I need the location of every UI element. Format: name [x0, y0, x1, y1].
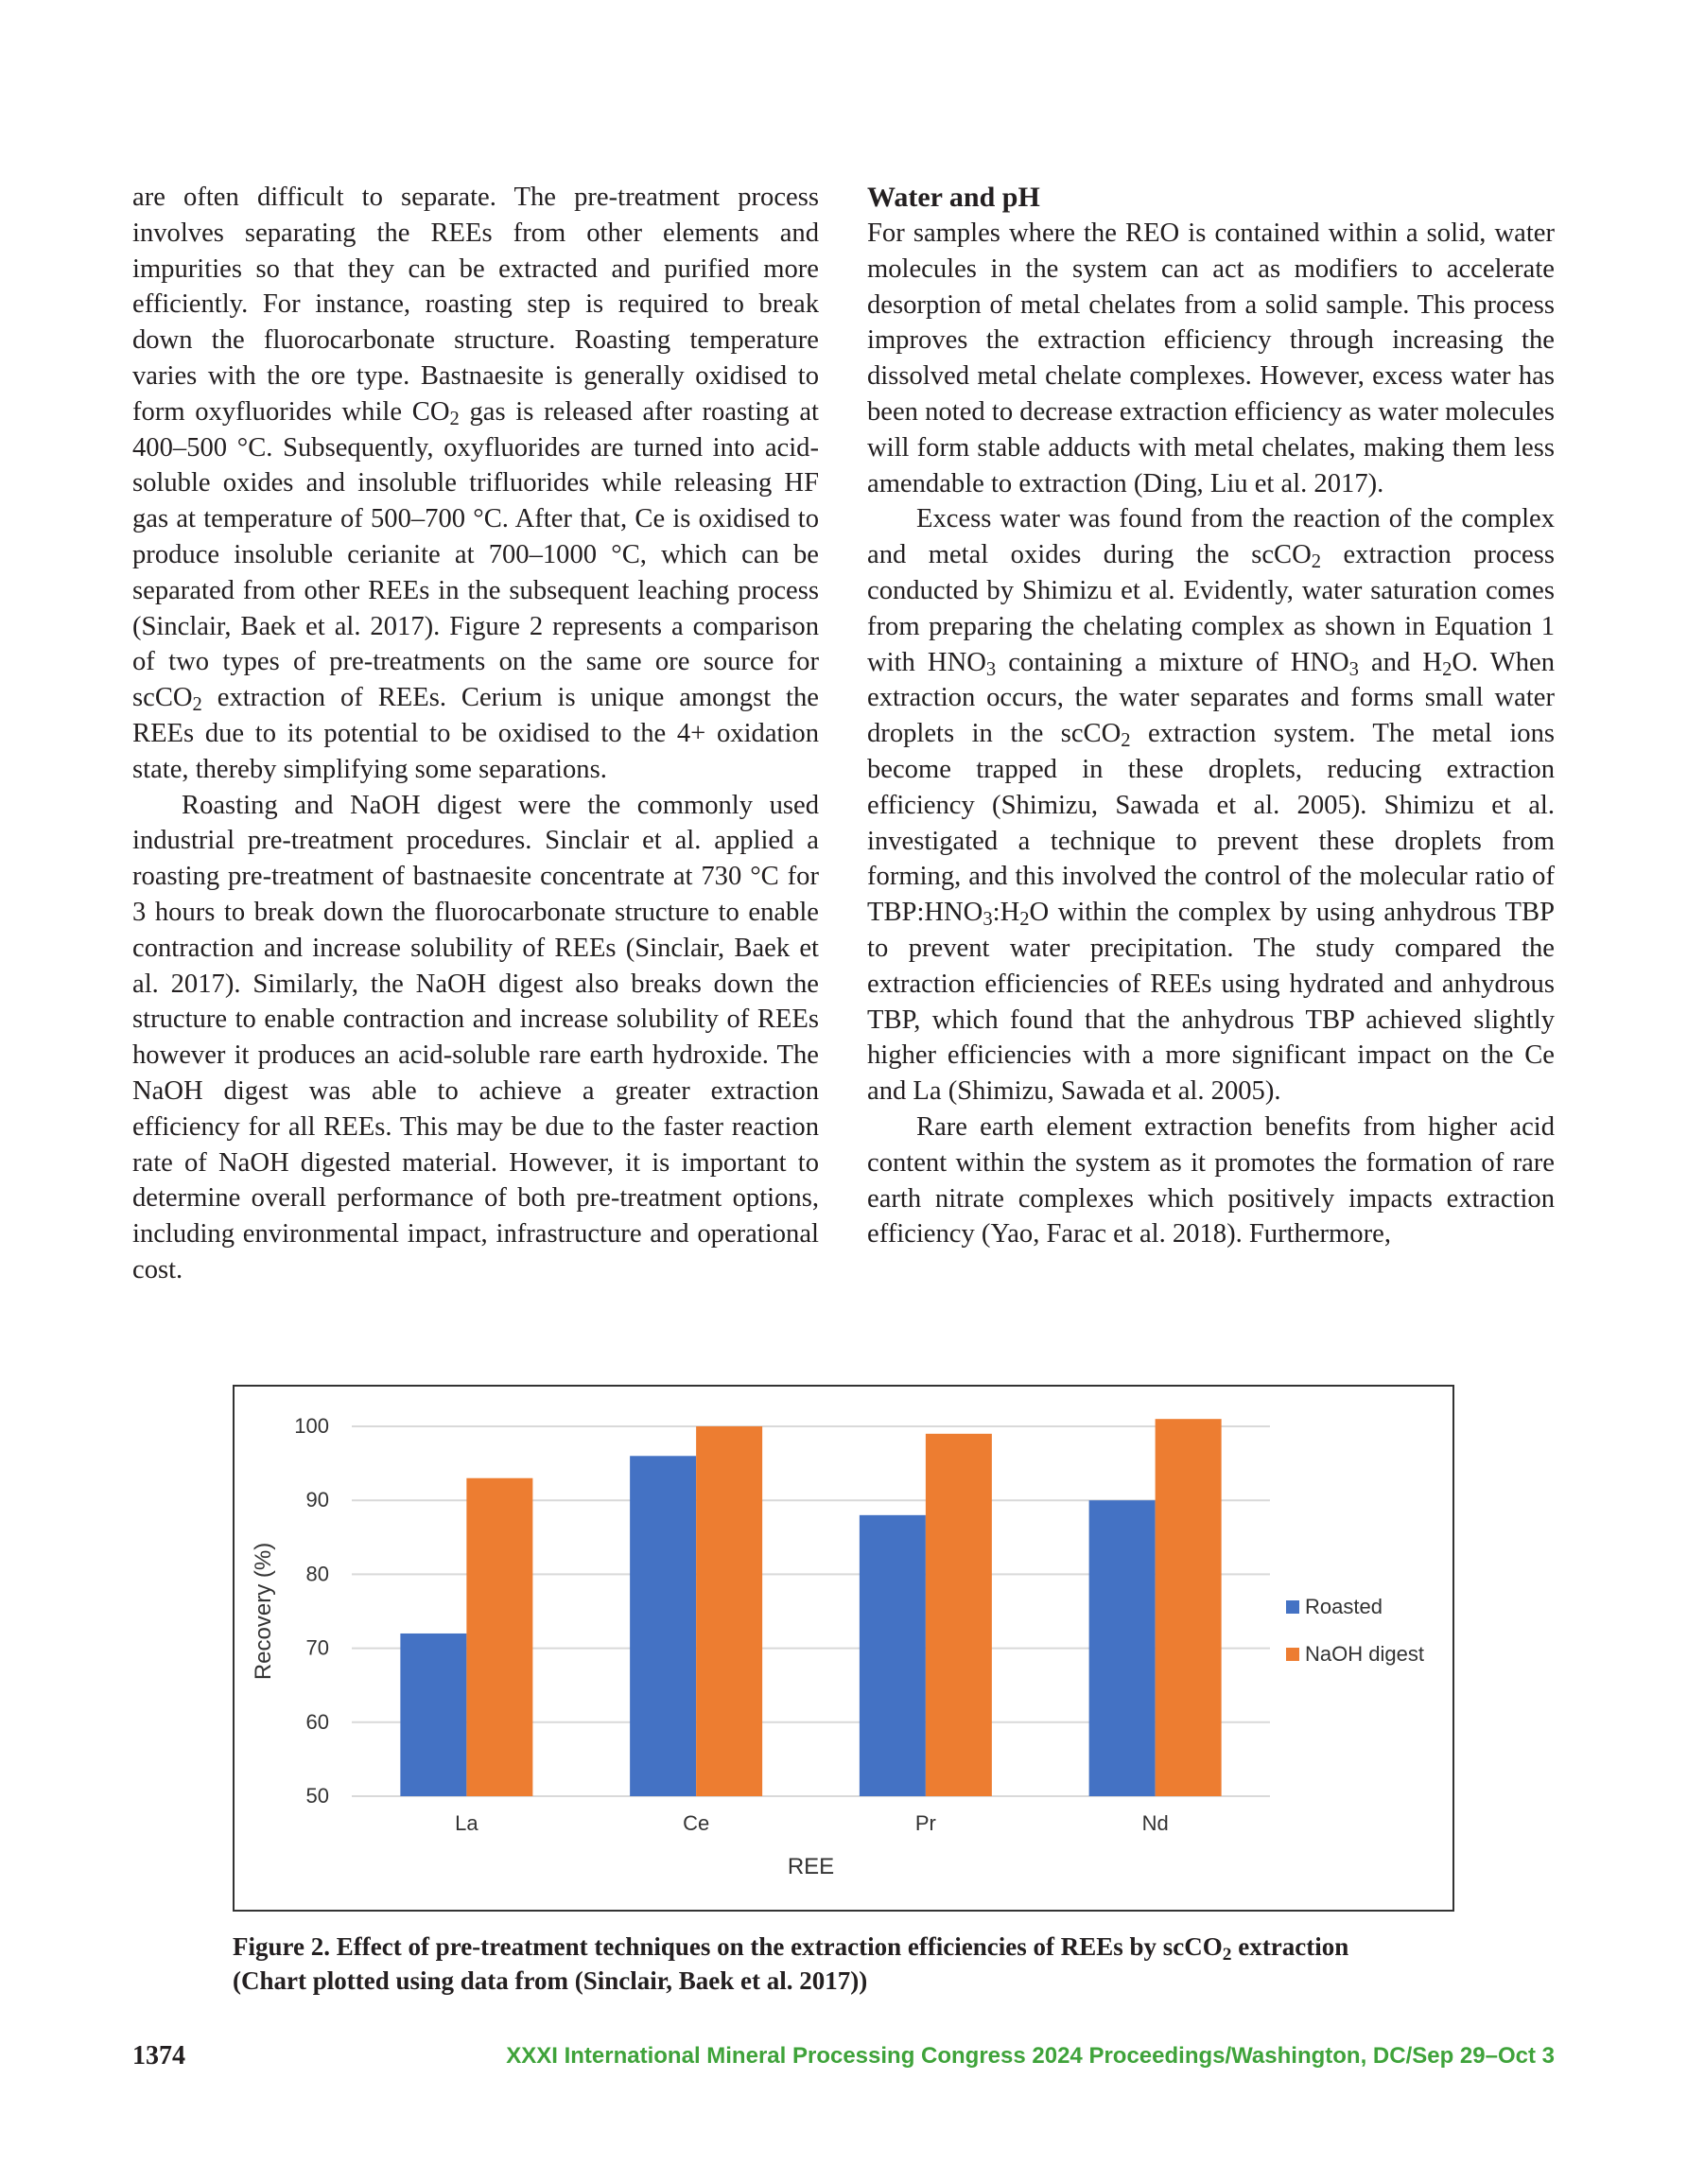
right-paragraph-2: Excess water was found from the reaction of the complex and metal oxides during the scCO$_2$ extraction process conducted by Shimizu et al. Evidently, water saturation comes from preparing the chelating complex as shown in Equation 1 with $HNO_3$ containing a mixture of $HNO_3$ and $H_2O$. When extraction occurs, the water separates and forms small water droplets in the scCO$_2$ extraction system. The metal ions become trapped in these droplets, reducing extraction efficiency (Shimizu, Sawada et al. 2005). Shimizu et al. investigated a technique to prevent these droplets from forming, and this involved the control of the molecular ratio of $TBP:HNO_3:H_2O$ within the complex by using anhydrous TBP to prevent water precipitation. The study compared the extraction efficiencies of REEs using hydrated and anhydrous TBP, which found that the anhydrous TBP achieved slightly higher efficiencies with a more significant impact on the Ce and La (Shimizu, Sawada et al. 2005).: [867, 504, 1556, 1107]
y-tick-label: 60: [305, 1709, 329, 1734]
right-paragraph-1: For samples where the REO is contained within a solid, water molecules in the system can act as modifiers to accelerate desorption of metal chelates from a solid sample. This process improves the extraction efficiency through increasing the dissolved metal chelate complexes. However, excess water has been noted to decrease extraction efficiency as water molecules will form stable adducts with metal chelates, making them less amendable to extraction (Ding, Liu et al. 2017).: [867, 218, 1555, 498]
y-tick-label: 70: [305, 1635, 329, 1660]
caption-line-2: (Chart plotted using data from (Sinclair, Baek et al. 2017)): [233, 1966, 868, 1995]
bar-chart-svg: [235, 1387, 1452, 1909]
bar-naoh-digest-ce: [696, 1426, 762, 1796]
y-tick-label: 90: [305, 1488, 329, 1512]
bar-roasted-la: [400, 1634, 466, 1796]
left-paragraph-1: are often difficult to separate. The pre-treatment process involves separating the REEs from other elements and impurities so that they can be extracted and purified more efficiently. For instance, roasting step is required to break down the fluorocarbonate structure. Roasting temperature varies with the ore type. Bastnaesite is generally oxidised to form oxyfluorides while $CO_2$ gas is released after roasting at 400–500 °C. Subsequently, oxyfluorides are turned into acid-soluble oxides and insoluble trifluorides while releasing HF gas at temperature of 500–700 °C. After that, Ce is oxidised to produce insoluble cerianite at 700–1000 °C, which can be separated from other REEs in the subsequent leaching process (Sinclair, Baek et al. 2017). Figure 2 represents a comparison of two types of pre-treatments on the same ore source for scCO$_2$ extraction of REEs. Cerium is unique amongst the REEs due to its potential to be oxidised to the 4+ oxidation state, thereby simplifying some separations.: [132, 183, 819, 784]
legend-entry: Roasted: [1305, 1595, 1383, 1618]
bar-naoh-digest-la: [466, 1478, 532, 1796]
y-tick-label: 80: [305, 1562, 329, 1586]
figure-caption: [233, 1930, 1490, 1998]
x-tick-label: Ce: [683, 1811, 710, 1835]
x-tick-label: La: [455, 1811, 478, 1835]
legend-entry: NaOH digest: [1305, 1642, 1424, 1666]
bar-roasted-nd: [1089, 1500, 1156, 1796]
right-paragraph-3: Rare earth element extraction benefits from higher acid content within the system as it promotes the formation of rare earth nitrate complexes which positively impacts extraction efficiency (Yao, Farac et al. 2018). Furthermore,: [867, 1111, 1555, 1249]
x-tick-label: Nd: [1141, 1811, 1169, 1835]
section-heading: Water and pH: [867, 182, 1040, 213]
legend-swatch: [1286, 1648, 1299, 1661]
bar-naoh-digest-pr: [926, 1434, 992, 1796]
x-axis-label: REE: [787, 1854, 835, 1879]
x-tick-label: Pr: [914, 1811, 936, 1835]
y-tick-label: 100: [294, 1414, 329, 1438]
y-tick-label: 50: [305, 1784, 329, 1808]
y-axis-label: Recovery (%): [251, 1542, 276, 1681]
bar-naoh-digest-nd: [1156, 1419, 1222, 1796]
page-number: 1374: [132, 2041, 185, 2070]
running-footer: XXXI International Mineral Processing Congress 2024 Proceedings/Washington, DC/Sep 29–Oct 3: [506, 2043, 1555, 2069]
right-column: [867, 180, 1555, 1252]
left-paragraph-2: Roasting and NaOH digest were the commonly used industrial pre-treatment procedures. Sinclair et al. applied a roasting pre-treatment of bastnaesite concentrate at 730 °C for 3 hours to break down the fluorocarbonate structure to enable contraction and increase solubility of REEs (Sinclair, Baek et al. 2017). Similarly, the NaOH digest also breaks down the structure to enable contraction and increase solubility of REEs however it produces an acid-soluble rare earth hydroxide. The NaOH digest was able to achieve a greater extraction efficiency for all REEs. This may be due to the faster reaction rate of NaOH digested material. However, it is important to determine overall performance of both pre-treatment options, including environmental impact, infrastructure and operational cost.: [132, 790, 819, 1284]
caption-line-1: Figure 2. Effect of pre-treatment techniques on the extraction efficiencies of REEs by scCO$_2$ extraction: [233, 1932, 1349, 1965]
bar-roasted-pr: [860, 1515, 926, 1796]
bar-roasted-ce: [630, 1456, 696, 1796]
legend-swatch: [1286, 1600, 1299, 1614]
figure-2-chart: [233, 1385, 1454, 1912]
left-column: [132, 180, 819, 1288]
